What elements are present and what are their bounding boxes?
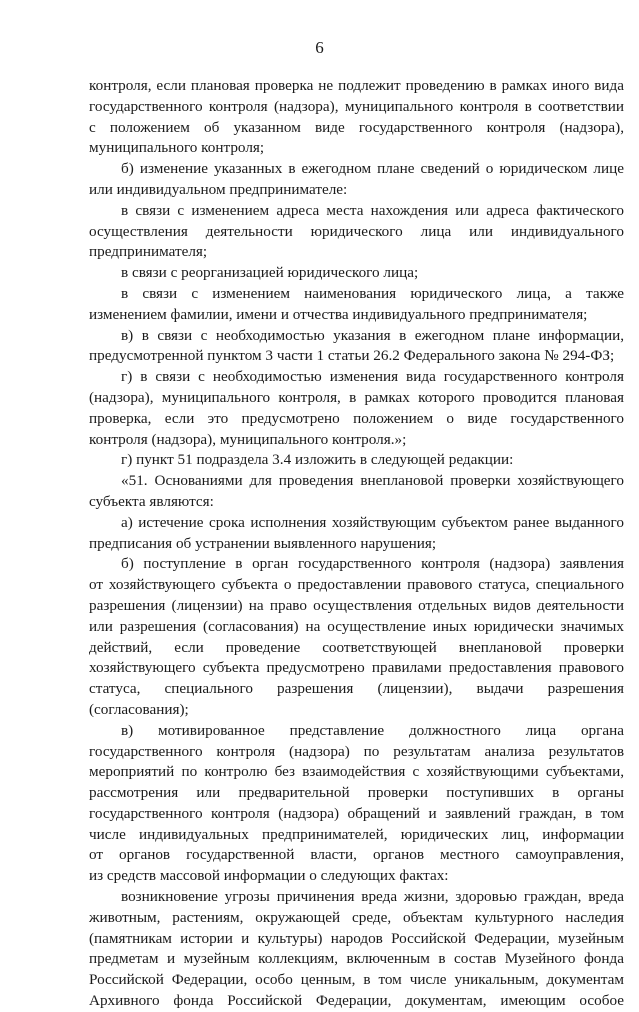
text-line: б) изменение указанных в ежегодном плане сведений о юридическом лице [121, 160, 624, 178]
text-line: в) мотивированное представление должностного лица органа [121, 721, 624, 739]
text-line: в связи с изменением адреса места нахождения или адреса фактического [121, 201, 624, 219]
text-line: в связи с реорганизацией юридического лица; [121, 264, 419, 282]
text-line: г) пункт 51 подраздела 3.4 изложить в следующей редакции: [121, 451, 514, 469]
text-line: изменением фамилии, имени и отчества индивидуального предпринимателя; [89, 305, 588, 323]
text-line: предписания об устранении выявленного нарушения; [89, 534, 437, 552]
text-line: осуществления деятельности юридического лица или индивидуального [89, 222, 624, 240]
text-line: возникновение угрозы причинения вреда жизни, здоровью граждан, вреда [121, 888, 624, 906]
text-line: или индивидуальном предпринимателе: [89, 180, 348, 198]
text-line: или разрешения (согласования) на осуществление иных юридически значимых [89, 617, 624, 635]
text-line: б) поступление в орган государственного контроля (надзора) заявления [121, 555, 624, 573]
text-line: хозяйствующего субъекта предусмотрено правилами предоставления правового [89, 659, 624, 677]
text-line: контроля, если плановая проверка не подлежит проведению в рамках иного вида [89, 77, 624, 94]
text-line: государственного контроля (надзора) обращений и заявлений граждан, в том [89, 804, 624, 822]
text-line: (памятникам истории и культуры) народов Российской Федерации, музейным [89, 929, 624, 947]
text-line: с положением об указанном виде государственного контроля (надзора), [89, 118, 624, 136]
text-line: рассмотрения или предварительной проверки поступивших в органы [89, 784, 624, 802]
page-number: 6 [315, 38, 324, 57]
document-body [89, 76, 624, 1012]
text-line: действий, если проведение соответствующей внеплановой проверки [89, 638, 624, 656]
text-line: в связи с изменением наименования юридического лица, а также [121, 284, 624, 302]
text-line: (надзора), муниципального контроля, в рамках которого проводится плановая [89, 388, 624, 406]
text-line: животным, растениям, окружающей среде, объектам культурного наследия [89, 908, 624, 926]
text-line: в) в связи с необходимостью указания в ежегодном плане информации, [121, 326, 624, 344]
text-line: Архивного фонда Российской Федерации, документам, имеющим особое [89, 992, 624, 1010]
text-line: предметам и музейным коллекциям, включенным в состав Музейного фонда [89, 950, 624, 968]
text-line: государственного контроля (надзора), муниципального контроля в соответствии [89, 97, 624, 115]
text-line: «51. Основаниями для проведения внеплановой проверки хозяйствующего [121, 472, 624, 490]
text-line: из средств массовой информации о следующих фактах: [89, 867, 449, 885]
text-line: муниципального контроля; [89, 139, 265, 157]
text-line: субъекта являются: [89, 492, 214, 510]
text-line: контроля (надзора), муниципального контроля.»; [89, 430, 407, 448]
text-line: предусмотренной пунктом 3 части 1 статьи 26.2 Федерального закона № 294-ФЗ; [89, 347, 615, 365]
text-line: от органов государственной власти, органов местного самоуправления, [89, 846, 624, 864]
text-line: предпринимателя; [89, 243, 208, 261]
text-line: разрешения (лицензии) на право осуществления отдельных видов деятельности [89, 596, 624, 614]
text-line: статуса, специального разрешения (лицензии), выдачи разрешения [89, 680, 624, 698]
text-line: от хозяйствующего субъекта о предоставлении правового статуса, специального [89, 576, 624, 594]
text-line: а) истечение срока исполнения хозяйствующим субъектом ранее выданного [121, 513, 624, 531]
text-line: мероприятий по контролю без взаимодействия с хозяйствующими субъектами, [89, 763, 624, 781]
text-line: г) в связи с необходимостью изменения вида государственного контроля [121, 368, 624, 386]
text-line: проверка, если это предусмотрено положением о виде государственного [89, 409, 624, 427]
text-line: числе индивидуальных предпринимателей, юридических лиц, информации [89, 825, 624, 843]
text-line: государственного контроля (надзора) по результатам анализа результатов [89, 742, 624, 760]
text-line: Российской Федерации, особо ценным, в том числе уникальным, документам [89, 971, 624, 989]
text-line: (согласования); [89, 700, 189, 718]
